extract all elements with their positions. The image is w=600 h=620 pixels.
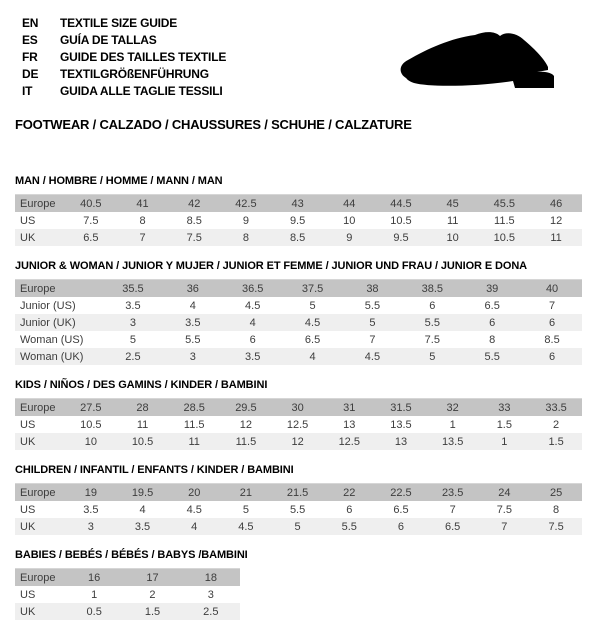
size-value: 11.5 [183, 418, 205, 431]
row-label: UK [20, 231, 36, 244]
size-value: 10 [343, 214, 356, 227]
row-label: Europe [20, 571, 56, 584]
size-value: 4.5 [245, 299, 261, 312]
size-value: 35.5 [122, 282, 144, 295]
size-value: 3 [207, 588, 214, 601]
size-value: 1 [91, 588, 98, 601]
lang-title: GUÍA DE TALLAS [60, 33, 157, 47]
size-value: 19 [84, 486, 97, 499]
size-value: 7 [549, 299, 556, 312]
size-value: 17 [146, 571, 159, 584]
lang-code: DE [22, 67, 39, 81]
size-value: 4.5 [186, 503, 202, 516]
size-value: 11.5 [494, 214, 515, 227]
size-value: 22.5 [390, 486, 412, 499]
size-value: 10.5 [131, 435, 154, 448]
size-value: 11 [446, 214, 459, 227]
size-value: 5.5 [341, 520, 357, 533]
size-value: 7.5 [186, 231, 202, 244]
size-value: 30 [291, 401, 304, 414]
size-value: 5.5 [484, 350, 500, 363]
size-value: 12 [239, 418, 253, 431]
size-value: 6.5 [445, 520, 461, 533]
size-value: 31 [343, 401, 356, 414]
table-row-junior-woman-europe [15, 280, 582, 298]
size-value: 6 [489, 316, 496, 329]
size-value: 44.5 [390, 197, 412, 210]
size-value: 3 [189, 350, 196, 363]
size-value: 9 [346, 231, 353, 244]
table-slot-babies [15, 568, 582, 620]
lang-row-en [22, 15, 582, 32]
size-value: 5 [369, 316, 376, 329]
size-value: 8 [489, 333, 496, 346]
size-value: 39 [486, 282, 499, 295]
table-row-children-uk [15, 518, 582, 535]
size-value: 45 [446, 197, 459, 210]
size-value: 11 [550, 231, 562, 244]
size-value: 46 [549, 197, 563, 210]
section-junior-woman [15, 260, 582, 365]
size-value: 6 [549, 316, 556, 329]
table-row-kids-europe [15, 399, 582, 417]
row-label: Junior (UK) [20, 316, 76, 329]
size-value: 10 [84, 435, 97, 448]
size-value: 7 [139, 231, 146, 244]
size-value: 12.5 [286, 418, 309, 431]
size-value: 40.5 [80, 197, 102, 210]
size-value: 3 [129, 316, 136, 329]
size-value: 3.5 [83, 503, 99, 516]
row-label: Europe [20, 282, 56, 295]
table-row-children-europe [15, 484, 582, 502]
size-value: 6 [549, 350, 556, 363]
size-value: 45.5 [493, 197, 516, 210]
size-value: 8.5 [289, 231, 306, 244]
row-label: Europe [20, 486, 56, 499]
size-value: 2.5 [203, 605, 219, 618]
size-value: 1 [449, 418, 456, 431]
section-man [15, 175, 582, 246]
size-value: 8 [553, 503, 560, 516]
size-value: 13 [343, 418, 356, 431]
size-table-junior-woman [15, 279, 582, 365]
size-table-man [15, 194, 582, 246]
table-row-junior-woman-woman-us [15, 331, 582, 348]
size-value: 3.5 [245, 350, 261, 363]
size-value: 5.5 [364, 299, 381, 312]
size-value: 5 [129, 333, 136, 346]
size-value: 8 [242, 231, 249, 244]
table-slot-junior-woman [15, 279, 582, 365]
size-value: 6 [397, 520, 405, 533]
size-value: 6 [346, 503, 353, 516]
size-value: 3.5 [134, 520, 151, 533]
size-value: 23.5 [441, 486, 464, 499]
size-value: 3.5 [185, 316, 201, 329]
table-slot-man [15, 194, 582, 246]
size-value: 12 [549, 214, 563, 227]
size-value: 3 [87, 520, 94, 533]
section-children [15, 464, 582, 535]
table-slot-children [15, 483, 582, 535]
size-value: 9.5 [289, 214, 306, 227]
size-table-children [15, 483, 582, 535]
size-value: 4 [189, 299, 196, 312]
size-value: 7.5 [496, 503, 512, 516]
table-row-babies-europe [15, 569, 240, 587]
row-label: Europe [20, 401, 56, 414]
size-value: 7.5 [548, 520, 564, 533]
size-value: 1.5 [548, 435, 564, 448]
table-row-children-us [15, 501, 582, 518]
size-value: 10 [446, 231, 459, 244]
lang-title: TEXTILE SIZE GUIDE [60, 16, 178, 30]
size-value: 4.5 [238, 520, 254, 533]
section-title-babies: BABIES / BEBÉS / BÉBÉS / BABYS /BAMBINI [15, 549, 248, 561]
size-value: 12.5 [338, 435, 360, 448]
section-title-children: CHILDREN / INFANTIL / ENFANTS / KINDER / BAMBINI [15, 464, 294, 476]
table-row-man-europe [15, 195, 582, 213]
table-row-junior-woman-woman-uk [15, 348, 582, 365]
size-value: 21 [239, 486, 253, 499]
size-value: 11 [136, 418, 149, 431]
size-value: 7.5 [424, 333, 440, 346]
size-value: 1.5 [496, 418, 512, 431]
size-value: 4 [139, 503, 146, 516]
size-value: 0.5 [86, 605, 102, 618]
row-label: UK [20, 435, 36, 448]
size-value: 37.5 [301, 282, 324, 295]
size-value: 1 [501, 435, 508, 448]
size-value: 6.5 [484, 299, 500, 312]
size-value: 4.5 [364, 350, 381, 363]
size-table-babies [15, 568, 240, 620]
size-value: 28.5 [183, 401, 205, 414]
lang-title: GUIDA ALLE TAGLIE TESSILI [60, 84, 223, 98]
row-label: Junior (US) [20, 299, 76, 312]
size-value: 32 [446, 401, 459, 414]
size-value: 7 [501, 520, 508, 533]
lang-title: TEXTILGRÖßENFÜHRUNG [60, 67, 209, 81]
size-value: 7 [369, 333, 376, 346]
size-value: 25 [549, 486, 563, 499]
row-label: UK [20, 520, 36, 533]
size-value: 4.5 [304, 316, 321, 329]
size-value: 31.5 [390, 401, 412, 414]
size-value: 38 [366, 282, 379, 295]
size-value: 19.5 [131, 486, 154, 499]
table-row-babies-uk [15, 603, 240, 620]
category-title: FOOTWEAR / CALZADO / CHAUSSURES / SCHUHE / CALZATURE [15, 117, 412, 132]
size-value: 20 [188, 486, 201, 499]
row-label: Woman (UK) [20, 350, 84, 363]
shoe-icon [397, 31, 567, 95]
size-value: 43 [291, 197, 304, 210]
size-value: 18 [204, 571, 217, 584]
size-value: 42.5 [235, 197, 257, 210]
size-value: 6.5 [83, 231, 99, 244]
row-label: US [20, 588, 36, 601]
size-value: 6.5 [393, 503, 409, 516]
size-value: 4 [309, 350, 316, 363]
size-value: 6 [249, 333, 256, 346]
size-value: 5 [294, 520, 301, 533]
size-value: 38.5 [421, 282, 444, 295]
section-kids [15, 379, 582, 450]
table-row-kids-us [15, 416, 582, 433]
size-value: 6.5 [304, 333, 321, 346]
section-title-man: MAN / HOMBRE / HOMME / MANN / MAN [15, 175, 223, 187]
size-value: 13.5 [390, 418, 412, 431]
size-value: 1.5 [144, 605, 161, 618]
size-value: 16 [88, 571, 101, 584]
size-value: 5.5 [185, 333, 201, 346]
size-value: 10.5 [493, 231, 516, 244]
size-value: 21.5 [286, 486, 309, 499]
size-value: 2 [149, 588, 156, 601]
size-value: 11.5 [235, 435, 257, 448]
row-label: UK [20, 605, 36, 618]
section-title-junior-woman: JUNIOR & WOMAN / JUNIOR Y MUJER / JUNIOR ET FEMME / JUNIOR UND FRAU / JUNIOR E DONA [15, 260, 528, 272]
size-value: 7.5 [83, 214, 99, 227]
size-value: 9.5 [393, 231, 409, 244]
row-label: Woman (US) [20, 333, 84, 346]
size-value: 24 [498, 486, 511, 499]
size-value: 5.5 [424, 316, 440, 329]
row-label: US [20, 214, 36, 227]
size-value: 36 [186, 282, 199, 295]
size-value: 5 [429, 350, 436, 363]
size-value: 4 [249, 316, 256, 329]
lang-code: EN [22, 16, 39, 30]
size-value: 6 [429, 299, 436, 312]
section-title-kids: KIDS / NIÑOS / DES GAMINS / KINDER / BAMBINI [15, 379, 268, 391]
size-value: 4 [191, 520, 198, 533]
size-value: 22 [343, 486, 356, 499]
row-label: Europe [20, 197, 56, 210]
size-value: 2.5 [125, 350, 141, 363]
size-value: 8 [139, 214, 146, 227]
size-value: 5 [242, 503, 249, 516]
size-value: 2 [553, 418, 560, 431]
size-value: 10.5 [80, 418, 102, 431]
table-row-man-us [15, 212, 582, 229]
size-value: 8.5 [544, 333, 560, 346]
size-value: 33.5 [545, 401, 567, 414]
lang-code: ES [22, 33, 38, 47]
size-value: 7 [449, 503, 456, 516]
size-value: 13 [394, 435, 408, 448]
row-label: US [20, 418, 36, 431]
size-value: 10.5 [390, 214, 412, 227]
table-row-kids-uk [15, 433, 582, 450]
size-value: 13.5 [441, 435, 464, 448]
table-row-junior-woman-junior-us [15, 297, 582, 314]
table-row-junior-woman-junior-uk [15, 314, 582, 331]
size-value: 36.5 [241, 282, 264, 295]
lang-code: IT [22, 84, 33, 98]
size-value: 41 [136, 197, 149, 210]
row-label: US [20, 503, 36, 516]
lang-title: GUIDE DES TAILLES TEXTILE [60, 50, 227, 64]
size-value: 44 [343, 197, 356, 210]
size-value: 40 [545, 282, 559, 295]
table-row-man-uk [15, 229, 582, 246]
table-row-babies-us [15, 586, 240, 603]
size-value: 8.5 [186, 214, 202, 227]
size-value: 5 [309, 299, 316, 312]
lang-code: FR [22, 50, 38, 64]
size-value: 12 [291, 435, 304, 448]
size-value: 28 [136, 401, 149, 414]
size-value: 27.5 [80, 401, 102, 414]
size-value: 33 [498, 401, 511, 414]
size-table-kids [15, 398, 582, 450]
size-value: 11 [188, 435, 200, 448]
size-value: 42 [188, 197, 201, 210]
size-value: 29.5 [235, 401, 257, 414]
size-value: 5.5 [289, 503, 306, 516]
size-value: 9 [242, 214, 249, 227]
section-babies [15, 549, 582, 620]
size-value: 3.5 [125, 299, 141, 312]
table-slot-kids [15, 398, 582, 450]
